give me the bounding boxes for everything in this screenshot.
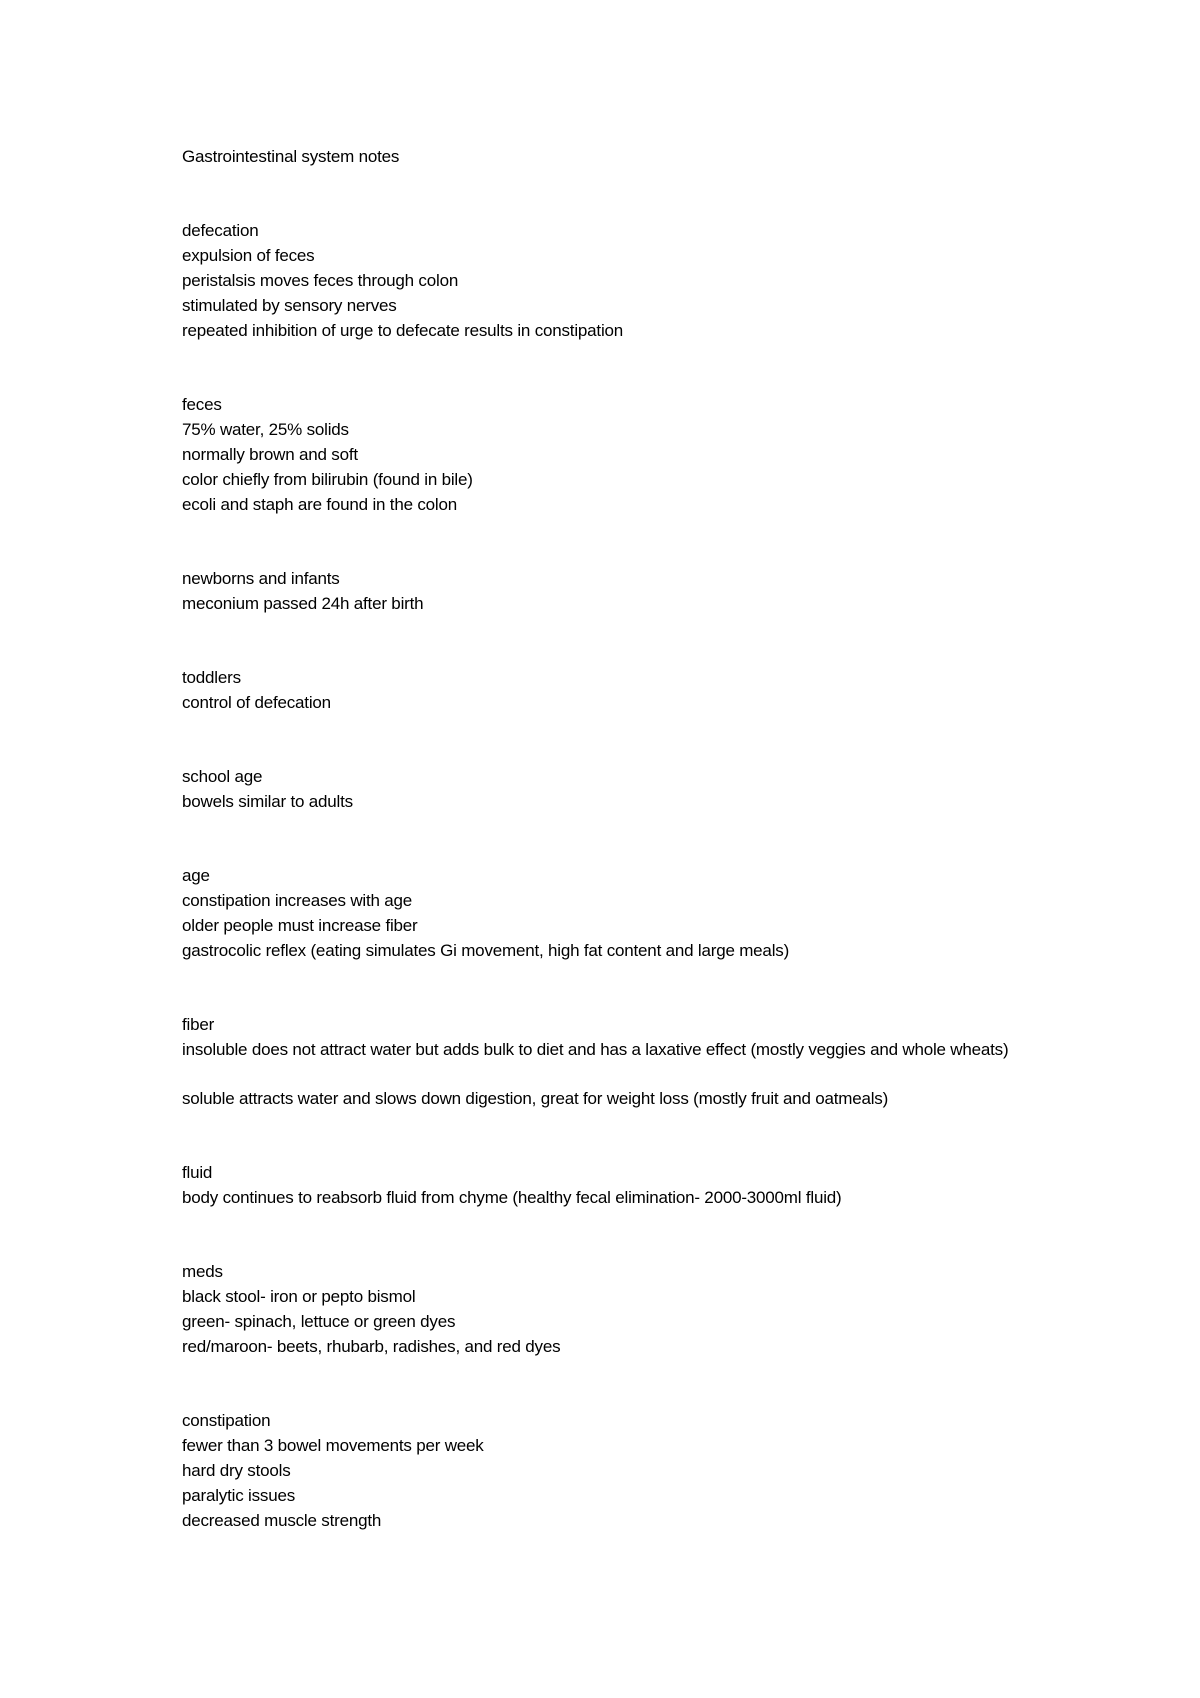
note-line: 75% water, 25% solids: [182, 420, 349, 439]
note-line: paralytic issues: [182, 1486, 296, 1505]
note-paragraph: insoluble does not attract water but adds bulk to diet and has a laxative effect (mostly veggies and whole wheats): [182, 1040, 1009, 1059]
section-heading: toddlers: [182, 668, 241, 687]
note-line: normally brown and soft: [182, 445, 358, 464]
section-heading: feces: [182, 395, 222, 414]
section-heading: age: [182, 866, 210, 885]
section-newborns-and-infants: [182, 566, 1012, 616]
note-line: gastrocolic reflex (eating simulates Gi movement, high fat content and large meals): [182, 941, 790, 960]
note-line: constipation increases with age: [182, 891, 413, 910]
section-heading: constipation: [182, 1411, 271, 1430]
note-line: hard dry stools: [182, 1461, 291, 1480]
section-heading: meds: [182, 1262, 223, 1281]
document-title: Gastrointestinal system notes: [182, 147, 400, 166]
note-line: repeated inhibition of urge to defecate results in constipation: [182, 321, 624, 340]
section-heading: newborns and infants: [182, 569, 340, 588]
note-line: black stool- iron or pepto bismol: [182, 1287, 416, 1306]
paragraph-spacer: [182, 1062, 1012, 1086]
note-line: bowels similar to adults: [182, 792, 353, 811]
note-line: color chiefly from bilirubin (found in bile): [182, 470, 473, 489]
note-line: meconium passed 24h after birth: [182, 594, 424, 613]
note-line: soluble attracts water and slows down digestion, great for weight loss (mostly fruit and oatmeals): [182, 1089, 889, 1108]
note-line: older people must increase fiber: [182, 916, 418, 935]
section-feces: [182, 392, 1012, 517]
section-heading: fiber: [182, 1015, 215, 1034]
note-line: red/maroon- beets, rhubarb, radishes, and red dyes: [182, 1337, 561, 1356]
note-line: peristalsis moves feces through colon: [182, 271, 459, 290]
note-line: fewer than 3 bowel movements per week: [182, 1436, 484, 1455]
note-line: ecoli and staph are found in the colon: [182, 495, 457, 514]
note-line: expulsion of feces: [182, 246, 315, 265]
section-age: [182, 863, 1012, 963]
note-line: stimulated by sensory nerves: [182, 296, 397, 315]
note-line: decreased muscle strength: [182, 1511, 382, 1530]
note-line: body continues to reabsorb fluid from chyme (healthy fecal elimination- 2000-3000ml fluid): [182, 1188, 842, 1207]
document-body: [182, 144, 1012, 1533]
section-defecation: [182, 218, 1012, 343]
note-line: control of defecation: [182, 693, 331, 712]
section-toddlers: [182, 665, 1012, 715]
section-constipation: [182, 1408, 1012, 1533]
section-heading: defecation: [182, 221, 259, 240]
section-heading: fluid: [182, 1163, 213, 1182]
section-fiber: [182, 1012, 1012, 1111]
section-school-age: [182, 764, 1012, 814]
note-line: green- spinach, lettuce or green dyes: [182, 1312, 456, 1331]
section-heading: school age: [182, 767, 263, 786]
section-meds: [182, 1259, 1012, 1359]
section-fluid: [182, 1160, 1012, 1210]
